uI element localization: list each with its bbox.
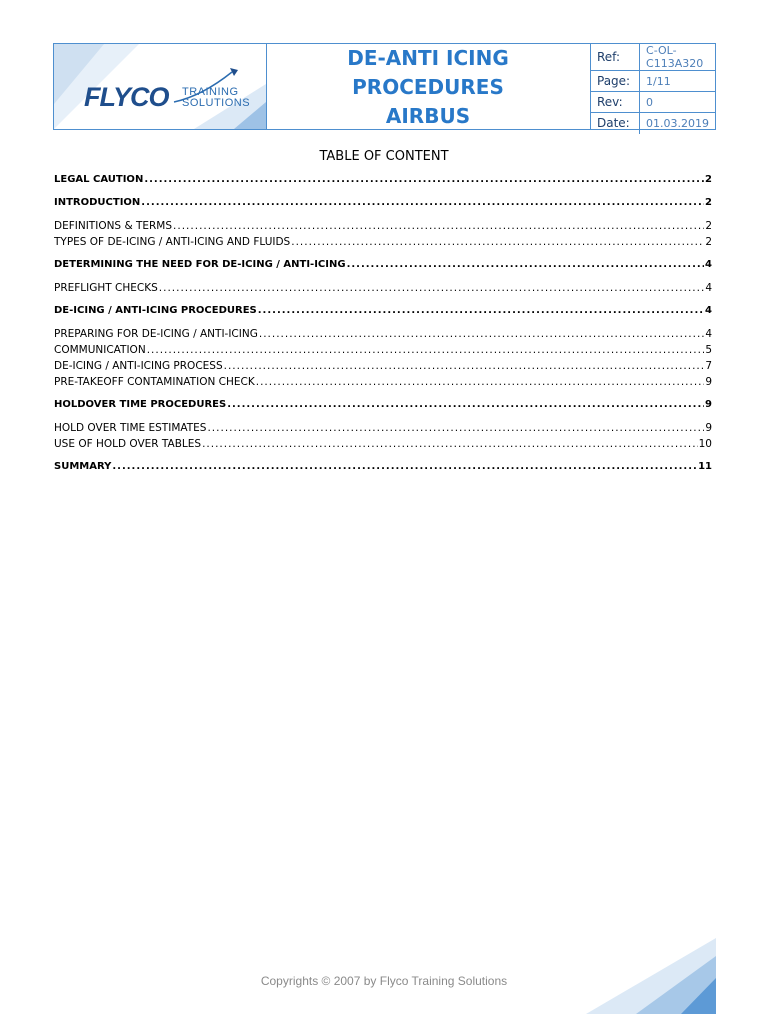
document-header xyxy=(53,43,716,130)
meta-row-date: Date: 01.03.2019 xyxy=(591,113,715,134)
copyright-footer: Copyrights © 2007 by Flyco Training Solutions xyxy=(260,974,508,988)
logo-subtitle: TRAINING SOLUTIONS xyxy=(182,86,251,109)
logo xyxy=(54,44,267,129)
table-of-contents xyxy=(54,174,712,477)
logo-brand: FLYCO xyxy=(84,82,169,112)
toc-entry[interactable]: DE-ICING / ANTI-ICING PROCESS ..... 7 xyxy=(54,360,712,376)
meta-row-ref: Ref: C-OL-C113A320 xyxy=(591,44,715,71)
document-title: DE-ANTI ICING PROCEDURES AIRBUS xyxy=(266,44,591,129)
toc-entry[interactable]: DEFINITIONS & TERMS ..... 2 xyxy=(54,220,712,236)
meta-row-page: Page: 1/11 xyxy=(591,71,715,92)
toc-entry[interactable]: PREPARING FOR DE-ICING / ANTI-ICING ..... 4 xyxy=(54,328,712,344)
toc-entry[interactable]: DE-ICING / ANTI-ICING PROCEDURES ..... 4 xyxy=(54,305,712,321)
toc-entry[interactable]: HOLD OVER TIME ESTIMATES ..... 9 xyxy=(54,422,712,438)
toc-heading: TABLE OF CONTENT xyxy=(319,149,449,164)
toc-entry[interactable]: INTRODUCTION ..... 2 xyxy=(54,197,712,213)
toc-entry[interactable]: PRE-TAKEOFF CONTAMINATION CHECK ..... 9 xyxy=(54,376,712,392)
meta-row-rev: Rev: 0 xyxy=(591,92,715,113)
toc-entry[interactable]: LEGAL CAUTION ..... 2 xyxy=(54,174,712,190)
toc-entry[interactable]: TYPES OF DE-ICING / ANTI-ICING AND FLUIDS ..... 2 xyxy=(54,236,712,252)
footer-corner-graphic xyxy=(586,938,716,1018)
toc-entry[interactable]: COMMUNICATION ..... 5 xyxy=(54,344,712,360)
document-meta-table xyxy=(591,44,715,134)
toc-entry[interactable]: USE OF HOLD OVER TABLES ..... 10 xyxy=(54,438,712,454)
toc-entry[interactable]: PREFLIGHT CHECKS ..... 4 xyxy=(54,282,712,298)
toc-entry[interactable]: DETERMINING THE NEED FOR DE-ICING / ANTI-ICING ..... 4 xyxy=(54,259,712,275)
toc-entry[interactable]: HOLDOVER TIME PROCEDURES ..... 9 xyxy=(54,399,712,415)
toc-entry[interactable]: SUMMARY ..... 11 xyxy=(54,461,712,477)
